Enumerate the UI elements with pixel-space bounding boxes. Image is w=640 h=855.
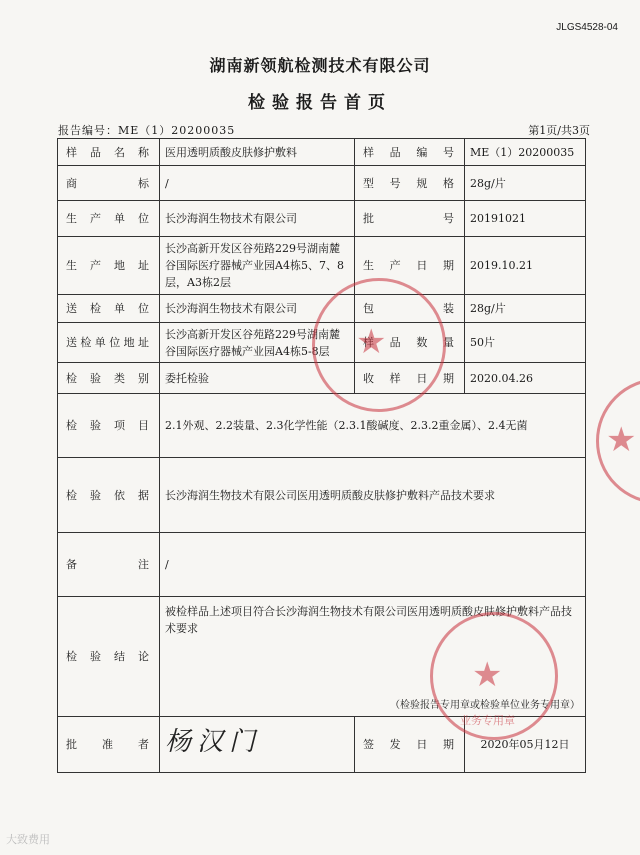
label-sample-qty: 样品数量 — [355, 323, 465, 363]
label-producer-address: 生产地址 — [58, 237, 160, 295]
watermark: 大致费用 — [6, 834, 50, 846]
label-approver: 批准者 — [58, 717, 160, 773]
company-name: 湖南新领航检测技术有限公司 — [209, 56, 431, 75]
value-conclusion — [160, 597, 586, 717]
value-producer-address: 长沙高新开发区谷苑路229号湖南麓谷国际医疗器械产业园A4栋5、7、8层，A3栋2层 — [160, 237, 355, 295]
value-inspection-type: 委托检验 — [160, 363, 355, 394]
conclusion-stamp-note: （检验报告专用章或检验单位业务专用章） — [390, 700, 580, 711]
value-receive-date: 2020.04.26 — [465, 363, 586, 394]
label-sample-no: 样品编号 — [355, 139, 465, 166]
label-inspection-type: 检验类别 — [58, 363, 160, 394]
signature: 杨汉门 — [165, 727, 262, 757]
label-trademark: 商标 — [58, 166, 160, 201]
value-remarks: / — [160, 533, 586, 597]
value-producer: 长沙海润生物技术有限公司 — [160, 201, 355, 237]
report-table — [57, 138, 586, 773]
value-basis: 长沙海润生物技术有限公司医用透明质酸皮肤修护敷料产品技术要求 — [160, 458, 586, 533]
label-receive-date: 收样日期 — [355, 363, 465, 394]
value-model: 28g/片 — [465, 166, 586, 201]
row-trademark — [58, 166, 586, 201]
value-items: 2.1外观、2.2装量、2.3化学性能（2.3.1酸碱度、2.3.2重金属）、2.4无菌 — [160, 394, 586, 458]
row-inspection-type — [58, 363, 586, 394]
document-code: JLGS4528-04 — [556, 22, 618, 33]
row-producer — [58, 201, 586, 237]
value-package: 28g/片 — [465, 295, 586, 323]
row-items — [58, 394, 586, 458]
row-sample-name — [58, 139, 586, 166]
label-items: 检验项目 — [58, 394, 160, 458]
label-sender-address: 送检单位地址 — [58, 323, 160, 363]
conclusion-text: 被检样品上述项目符合长沙海润生物技术有限公司医用透明质酸皮肤修护敷料产品技术要求 — [165, 605, 572, 635]
row-sender — [58, 295, 586, 323]
row-remarks — [58, 533, 586, 597]
label-producer: 生产单位 — [58, 201, 160, 237]
label-remarks: 备注 — [58, 533, 160, 597]
value-issue-date: 2020年05月12日 — [465, 717, 586, 773]
page-count: 第1页/共3页 — [528, 124, 590, 137]
label-production-date: 生产日期 — [355, 237, 465, 295]
value-batch: 20191021 — [465, 201, 586, 237]
label-sender: 送检单位 — [58, 295, 160, 323]
value-sender-address: 长沙高新开发区谷苑路229号湖南麓谷国际医疗器械产业园A4栋5-8层 — [160, 323, 355, 363]
label-issue-date: 签发日期 — [355, 717, 465, 773]
report-number: 报告编号：ME（1）20200035 — [58, 124, 236, 137]
row-conclusion — [58, 597, 586, 717]
page-title: 检验报告首页 — [248, 93, 392, 113]
value-sender: 长沙海润生物技术有限公司 — [160, 295, 355, 323]
row-basis — [58, 458, 586, 533]
row-producer-address — [58, 237, 586, 295]
label-sample-name: 样品名称 — [58, 139, 160, 166]
value-sample-qty: 50片 — [465, 323, 586, 363]
seal-star-icon-3: ★ — [606, 420, 637, 460]
label-batch: 批号 — [355, 201, 465, 237]
value-trademark: / — [160, 166, 355, 201]
seal-star-icon: ★ — [356, 322, 387, 362]
value-sample-name: 医用透明质酸皮肤修护敷料 — [160, 139, 355, 166]
approver-signature — [160, 717, 355, 773]
label-model: 型号规格 — [355, 166, 465, 201]
label-conclusion: 检验结论 — [58, 597, 160, 717]
label-package: 包装 — [355, 295, 465, 323]
row-sender-address — [58, 323, 586, 363]
value-production-date: 2019.10.21 — [465, 237, 586, 295]
seal-text-business: 业务专用章 — [460, 714, 515, 727]
value-sample-no: ME（1）20200035 — [465, 139, 586, 166]
seal-star-icon-2: ★ — [472, 655, 503, 695]
label-basis: 检验依据 — [58, 458, 160, 533]
